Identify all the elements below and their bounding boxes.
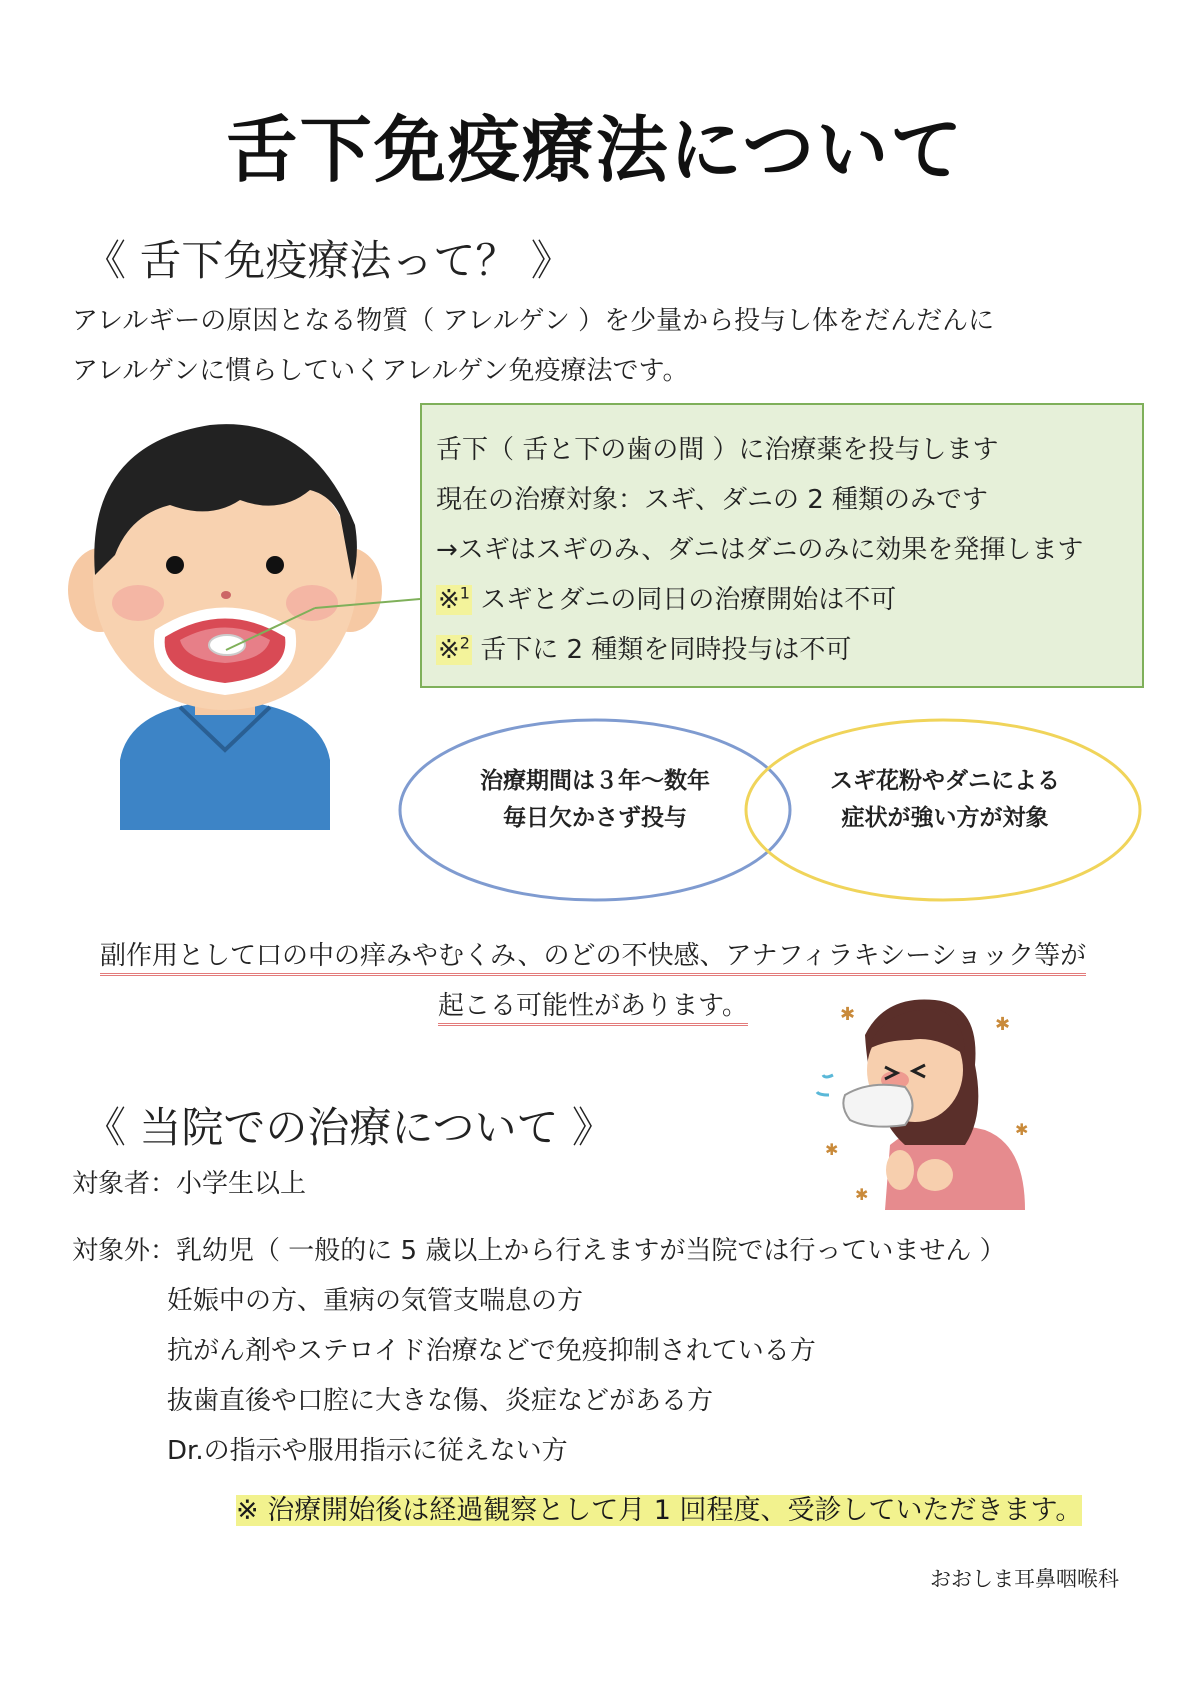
exclusion-line5: Dr.の指示や服用指示に従えない方 (167, 1436, 568, 1466)
section-heading-what-is: 《 舌下免疫療法って？ 》 (84, 236, 573, 285)
svg-text:✱: ✱ (825, 1140, 839, 1159)
ellipse-right-text (780, 763, 1110, 837)
sneezing-woman-illustration (815, 995, 1045, 1210)
treatment-info-box (420, 403, 1144, 688)
ellipse-left-text (430, 763, 760, 837)
shirt-shape (120, 700, 330, 830)
clinic-name: おおしま耳鼻咽喉科 (930, 1567, 1119, 1591)
exclusion-line2: 妊娠中の方、重病の気管支喘息の方 (167, 1286, 584, 1316)
daily-dose-text: 毎日欠かさず投与 (503, 805, 687, 831)
treatment-period-text: 治療期間は３年～数年 (480, 768, 710, 794)
target-symptoms-line2: 症状が強い方が対象 (841, 805, 1049, 831)
followup-note: ※ 治療開始後は経過観察として月 1 回程度、受診していただきます。 (236, 1495, 1083, 1526)
svg-text:✱: ✱ (995, 1014, 1011, 1035)
note-1-marker: ※$^1$ (438, 583, 470, 615)
mask-shape (843, 1085, 912, 1127)
svg-text:✱: ✱ (855, 1185, 869, 1204)
info-line-targets: 現在の治療対象：スギ、ダニの 2 種類のみです (436, 485, 989, 515)
target-symptoms-line1: スギ花粉やダニによる (830, 768, 1060, 794)
intro-text-line1: アレルギーの原因となる物質（ アレルゲン ）を少量から投与し体をだんだんに (72, 306, 995, 336)
side-effects-line1: 副作用として口の中の痒みやむくみ、のどの不快感、アナフィラキシーショック等が (100, 935, 1086, 972)
side-effects-line2: 起こる可能性があります。 (438, 985, 748, 1022)
info-note-1 (436, 579, 896, 616)
page-title: 舌下免疫療法について (225, 108, 965, 192)
exclusion-line3: 抗がん剤やステロイド治療などで免疫抑制されている方 (167, 1336, 816, 1366)
note-2-marker: ※$^2$ (438, 633, 470, 665)
note-1-text: スギとダニの同日の治療開始は不可 (480, 585, 897, 615)
section-heading-clinic-treatment: 《 当院での治療について 》 (84, 1103, 614, 1152)
exclusion-line1: 対象外：乳幼児（ 一般的に 5 歳以上から行えますが当院では行っていません ） (72, 1236, 1006, 1266)
intro-text-line2: アレルゲンに慣らしていくアレルゲン免疫療法です。 (72, 356, 689, 386)
exclusion-line4: 抜歯直後や口腔に大きな傷、炎症などがある方 (167, 1386, 714, 1416)
svg-text:✱: ✱ (1015, 1120, 1029, 1139)
pointer-line (220, 595, 430, 655)
target-patients: 対象者：小学生以上 (72, 1169, 307, 1199)
svg-text:✱: ✱ (840, 1004, 856, 1025)
info-line-sublingual: 舌下（ 舌と下の歯の間 ）に治療薬を投与します (436, 435, 999, 465)
info-note-2 (436, 629, 851, 666)
info-line-effect: →スギはスギのみ、ダニはダニのみに効果を発揮します (436, 535, 1084, 565)
note-2-text: 舌下に 2 種類を同時投与は不可 (480, 635, 852, 665)
